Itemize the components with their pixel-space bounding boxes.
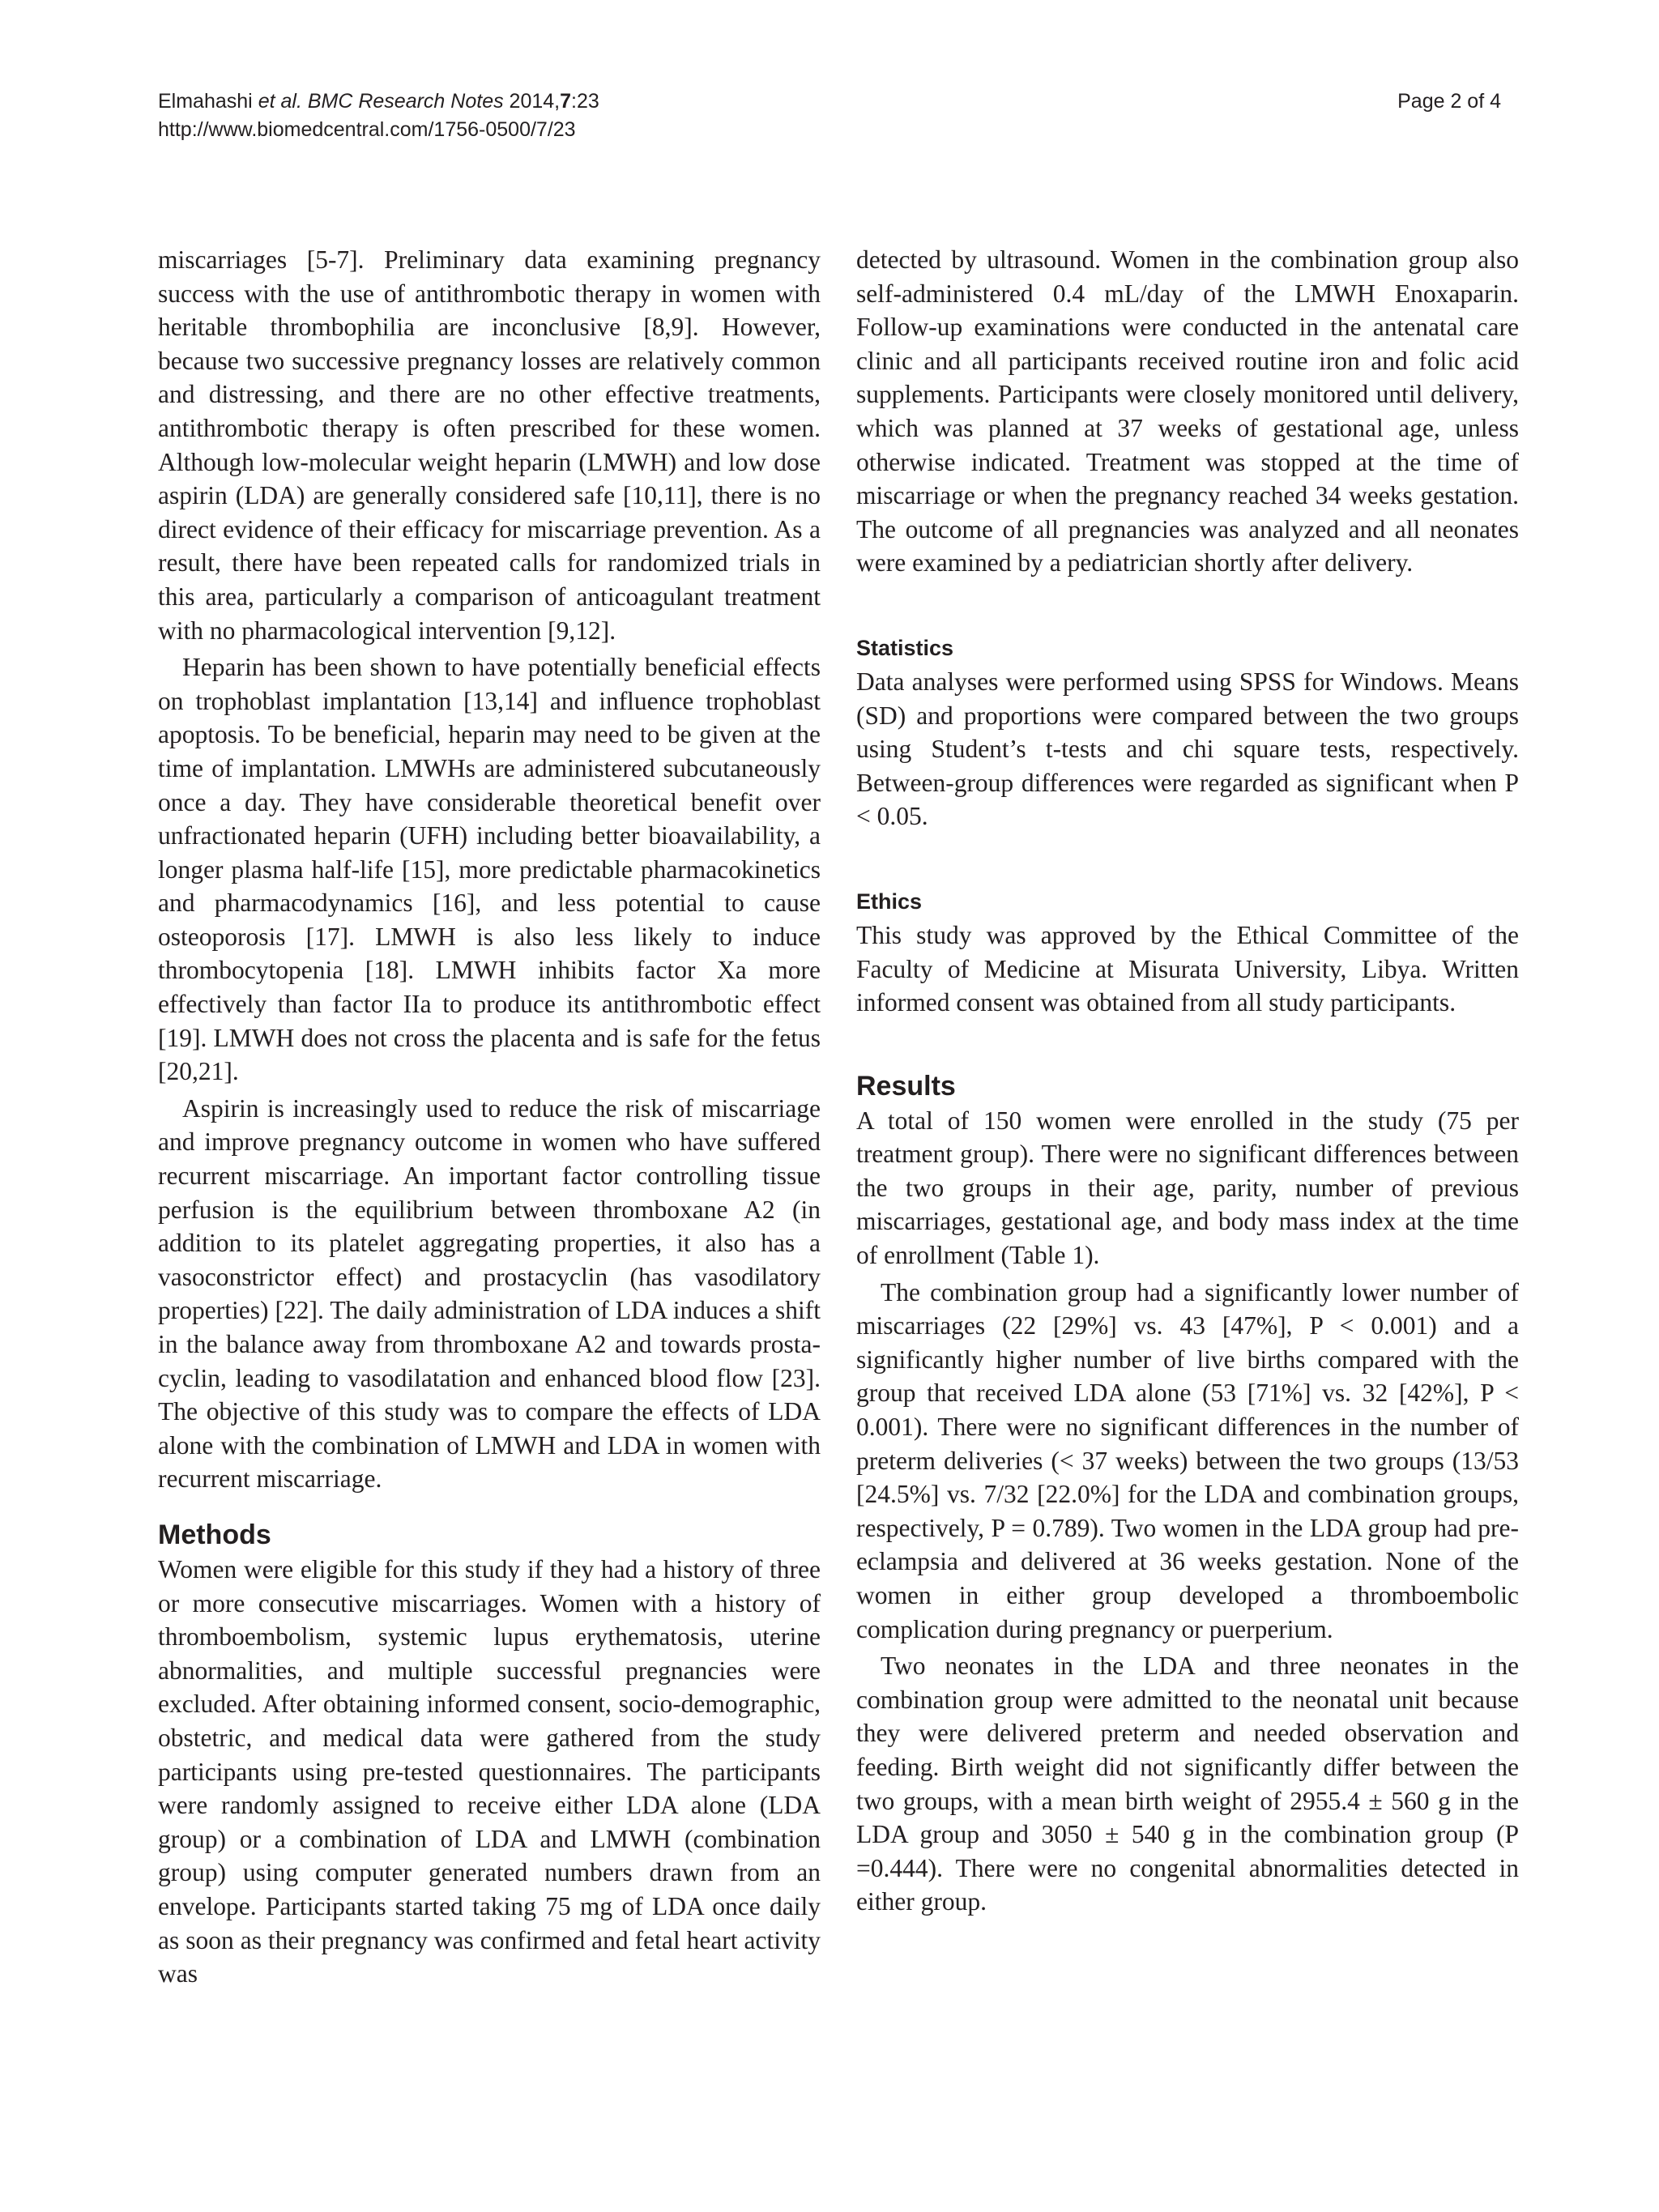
author-name: Elmahashi — [158, 90, 253, 113]
volume: 7 — [560, 90, 572, 113]
year: 2014, — [509, 90, 561, 113]
journal-name: BMC Research Notes — [307, 90, 504, 113]
left-column — [158, 243, 821, 1991]
intro-paragraph-2: Heparin has been shown to have potentially beneficial effects on trophoblast implantation [13,14] and influence trophoblast apoptosis. To be beneficial, heparin may need to be given at the time of implantation. LMWHs are administered subcutaneously once a day. They have considerable theoretical benefit over unfractionated heparin (UFH) including better bioavailability, a longer plasma half-life [15], more predictable pharmacokinetics and pharmacodynamics [16], and less potential to cause osteoporosis [17]. LMWH is also less likely to induce thrombocytopenia [18]. LMWH inhibits factor Xa more effectively than factor IIa to produce its antithrombotic effect [19]. LMWH does not cross the placenta and is safe for the fetus [20,21]. — [158, 653, 821, 1086]
methods-continued-paragraph: detected by ultrasound. Women in the combination group also self-administered 0.4 mL/day of the LMWH Enoxaparin. Follow-up examinations were conducted in the antenatal care clinic and all participants received routine iron and folic acid supplements. Participants were closely monitored until delivery, which was planned at 37 weeks of gestational age, unless otherwise indicated. Treatment was stopped at the time of miscarriage or when the pregnancy reached 34 weeks gestation. The outcome of all pregnancies was analyzed and all neonates were examined by a pediatrician shortly after delivery. — [856, 245, 1519, 578]
right-column — [856, 243, 1519, 1919]
methods-heading: Methods — [158, 1519, 271, 1550]
intro-paragraph-1: miscarriages [5-7]. Preliminary data examining pregnancy success with the use of antithrombotic therapy in women with heritable thrombophilia are inconclusive [8,9]. However, because two successive pregnancy losses are relatively common and distressing, and there are no other effective treatments, antithrombotic therapy is often prescribed for these women. Although low-molecular weight heparin (LMWH) and low dose aspirin (LDA) are generally considered safe [10,11], there is no direct evidence of their efficacy for miscarriage prevention. As a result, there have been repeated calls for randomized trials in this area, particularly a comparison of anticoagulant treatment with no pharmacological intervention [9,12]. — [158, 245, 821, 645]
ethics-heading: Ethics — [856, 889, 923, 914]
results-paragraph-3: Two neonates in the LDA and three neonates in the combination group were admitted to the neonatal unit because they were delivered preterm and needed observation and feeding. Birth weight did not significantly differ between the two groups, with a mean birth weight of 2955.4 ± 560 g in the LDA group and 3050 ± 540 g in the combination group (P =0.444). There were no congenital abnormalities detected in either group. — [856, 1652, 1519, 1916]
intro-paragraph-3: Aspirin is increasingly used to reduce the risk of miscarriage and improve pregnancy outcome in women who have suffered recurrent miscarriage. An important factor controlling tissue perfusion is the equilibrium between thromboxane A2 (in addition to its platelet aggregating properties, it also has a vasoconstrictor effect) and prostacyclin (has vasodilatory properties) [22]. The daily administration of LDA induces a shift in the balance away from thromboxane A2 and towards prostacyclin, leading to vasodilatation and enhanced blood flow [23]. The objective of this study was to compare the effects of LDA alone with the combination of LMWH and LDA in women with recurrent miscarriage. — [158, 1093, 821, 1494]
page-number: Page 2 of 4 — [1397, 90, 1501, 113]
citation-line — [158, 87, 599, 116]
ethics-paragraph: This study was approved by the Ethical Committee of the Faculty of Medicine at Misurata University, Libya. Written informed consent was obtained from all study participants. — [856, 920, 1519, 1017]
et-al: et al. — [258, 90, 302, 113]
article-number: :23 — [571, 90, 599, 113]
citation-block — [158, 87, 599, 144]
statistics-heading: Statistics — [856, 635, 954, 660]
methods-paragraph: Women were eligible for this study if they had a history of three or more consecutive miscarriages. Women with a history of thromboembolism, systemic lupus erythematosis, uterine abnormalities, and multiple successful pregnancies were excluded. After obtaining informed consent, socio-demographic, obstetric, and medical data were gathered from the study participants using pre-tested questionnaires. The participants were randomly assigned to receive either LDA alone (LDA group) or a combination of LDA and LMWH (combination group) using computer generated numbers drawn from an envelope. Participants started taking 75 mg of LDA once daily as soon as their pregnancy was confirmed and fetal heart activity was — [158, 1554, 821, 1988]
results-paragraph-1: A total of 150 women were enrolled in the study (75 per treatment group). There were no significant differences between the two groups in their age, parity, number of previous miscarriages, gestational age, and body mass index at the time of enrollment (Table 1). — [856, 1106, 1519, 1270]
running-header — [158, 87, 1501, 152]
statistics-paragraph: Data analyses were performed using SPSS for Windows. Means (SD) and proportions were compared between the two groups using Student’s t-tests and chi square tests, respectively. Between-group differences were regarded as significant when P < 0.05. — [856, 667, 1519, 831]
results-heading: Results — [856, 1070, 956, 1102]
results-paragraph-2: The combination group had a significantly lower number of miscarriages (22 [29%] vs. 43 [47%], P < 0.001) and a significantly higher number of live births compared with the group that received LDA alone (53 [71%] vs. 32 [42%], P < 0.001). There were no significant differences in the number of preterm deliveries (< 37 weeks) between the two groups (13/53 [24.5%] vs. 7/32 [22.0%] for the LDA and combination groups, respectively, P = 0.789). Two women in the LDA group had preeclampsia and delivered at 36 weeks gestation. None of the women in either group developed a thromboembolic complication during pregnancy or puerperium. — [856, 1277, 1519, 1643]
article-url[interactable]: http://www.biomedcentral.com/1756-0500/7/23 — [158, 118, 576, 141]
